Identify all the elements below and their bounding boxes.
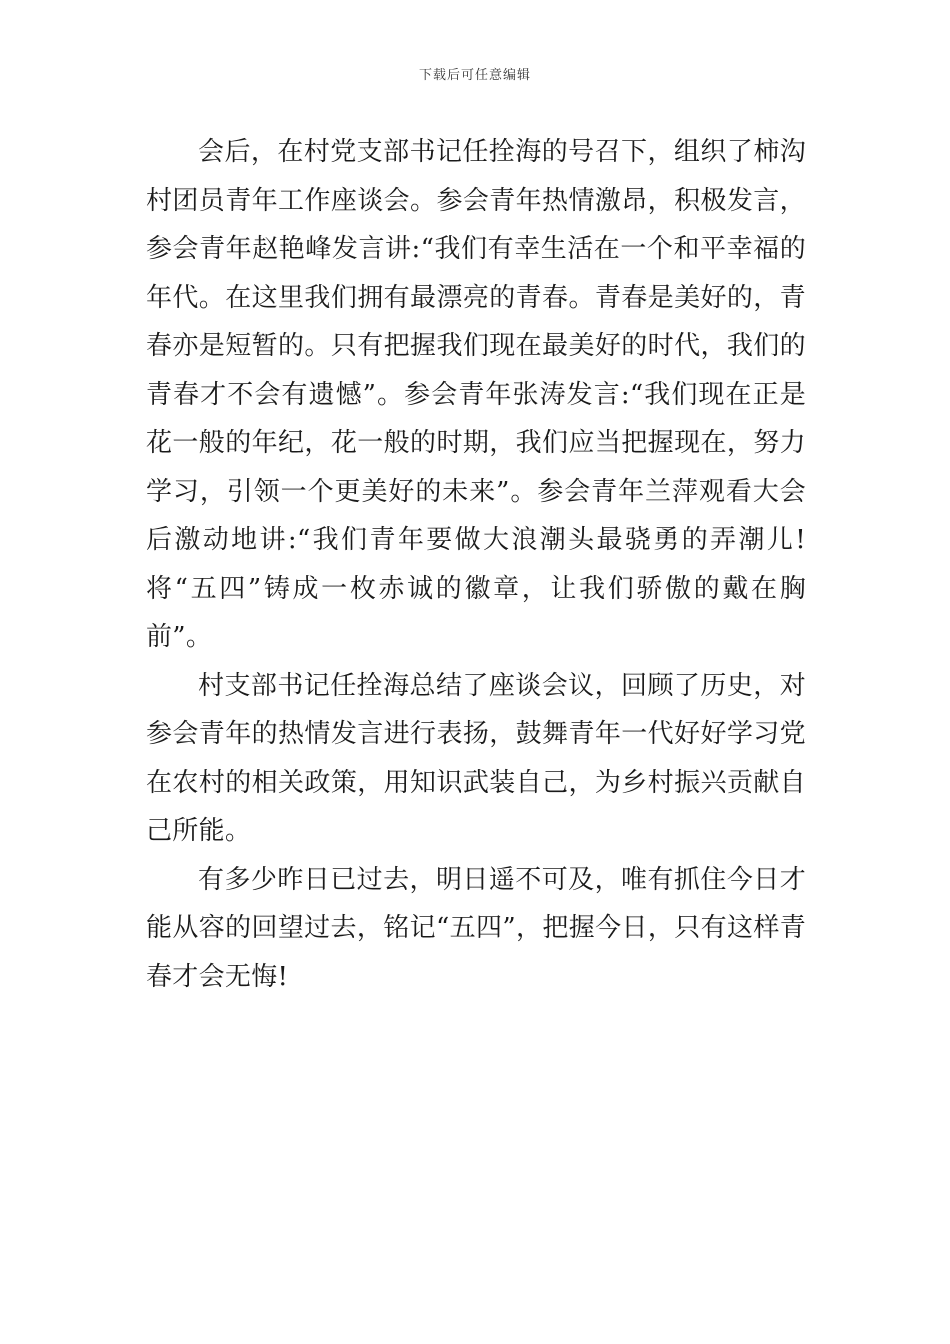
paragraph: 有多少昨日已过去，明日遥不可及，唯有抓住今日才能从容的回望过去，铭记“五四”，把握今日，只有这样青春才会无悔! [146, 864, 806, 992]
document-body [146, 128, 806, 1001]
paragraph: 村支部书记任拴海总结了座谈会议，回顾了历史，对参会青年的热情发言进行表扬，鼓舞青年一代好好学习党在农村的相关政策，用知识武装自己，为乡村振兴贡献自己所能。 [146, 670, 806, 846]
paragraph: 会后，在村党支部书记任拴海的号召下，组织了柿沟村团员青年工作座谈会。参会青年热情激昂，积极发言，参会青年赵艳峰发言讲:“我们有幸生活在一个和平幸福的年代。在这里我们拥有最漂亮的青春。青春是美好的，青春亦是短暂的。只有把握我们现在最美好的时代，我们的青春才不会有遗憾”。参会青年张涛发言:“我们现在正是花一般的年纪，花一般的时期，我们应当把握现在，努力学习，引领一个更美好的未来”。参会青年兰萍观看大会后激动地讲:“我们青年要做大浪潮头最骁勇的弄潮儿!将“五四”铸成一枚赤诚的徽章，让我们骄傲的戴在胸前”。 [146, 137, 806, 652]
header-note: 下载后可任意编辑 [418, 68, 531, 83]
